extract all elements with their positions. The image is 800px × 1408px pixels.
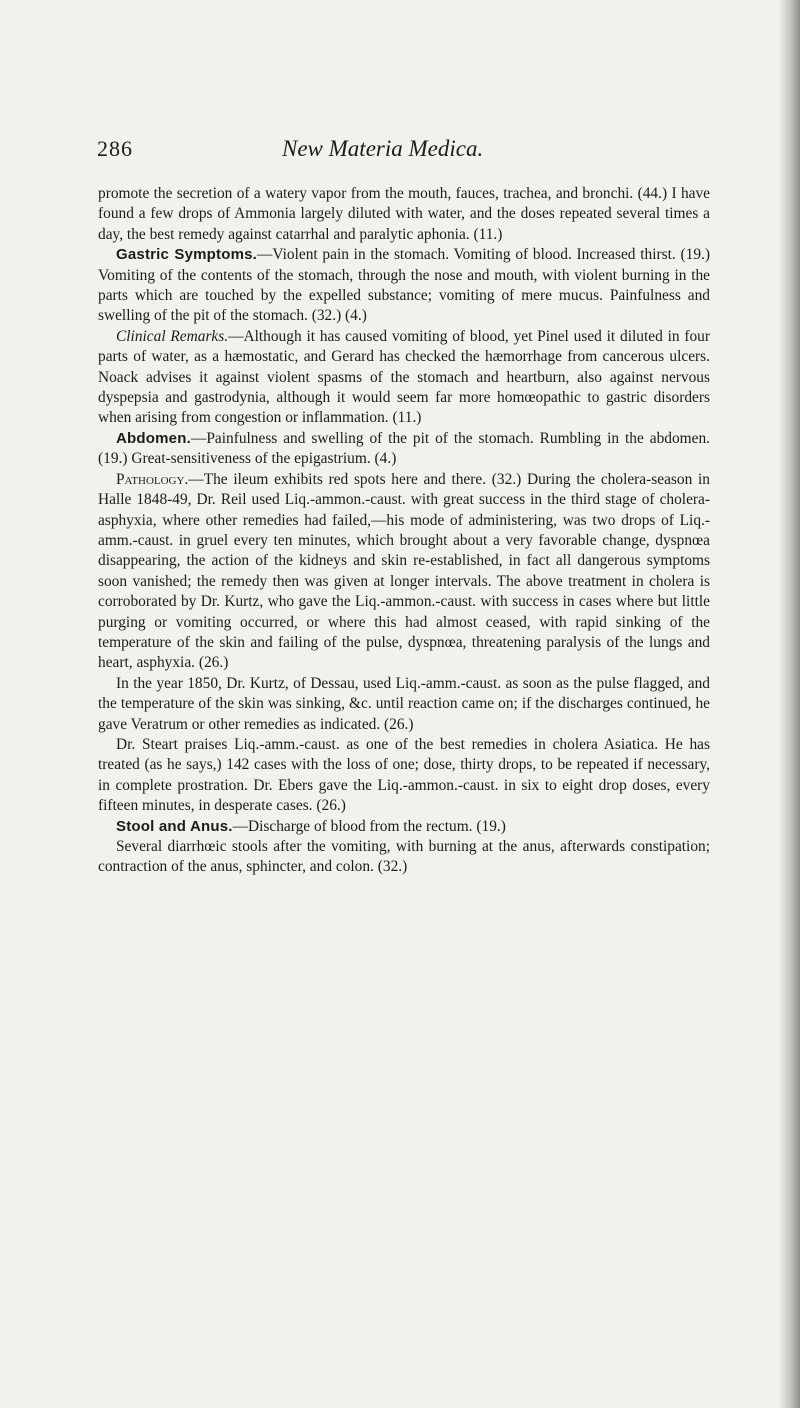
paragraph-text: In the year 1850, Dr. Kurtz, of Dessau, used Liq.-amm.-caust. as soon as the pulse flagged, and the temperature of the skin was sinking, &c. until reaction came on; if the discharges continued, he gave Veratrum or other remedies as indicated. (26.) (98, 674, 710, 733)
paragraph-pathology (98, 470, 710, 674)
paragraph-gastric-symptoms (98, 245, 710, 327)
page-edge-shadow (778, 0, 800, 1408)
section-heading-gastric-symptoms: Gastric Symptoms. (116, 246, 258, 264)
running-head (97, 136, 717, 170)
paragraph-text: —The ileum exhibits red spots here and there. (32.) During the cholera-season in Halle 1848-49, Dr. Reil used Liq.-ammon.-caust. with great success in the third stage of cholera-asphyxia, where other remedies had failed,—his mode of administering, was two drops of Liq.-amm.-caust. in gruel every ten minutes, which brought about a very favorable change, dyspnœa disappearing, the action of the kidneys and skin re-established, in fact all dangerous symptoms soon vanished; the remedy then was given at longer intervals. The above treatment in cholera is corroborated by Dr. Kurtz, who gave the Liq.-ammon.-caust. with success in cases where but little purging or vomiting occurred, or where this had almost ceased, with rapid sinking of the temperature of the skin and failing of the pulse, dyspnœa, threatening paralysis of the lungs and heart, asphyxia. (26.) (98, 470, 710, 672)
paragraph-text: —Painfulness and swelling of the pit of the stomach. Rumbling in the abdomen. (19.) Great-sensitiveness of the epigastrium. (4.) (98, 429, 710, 468)
paragraph-stool-and-anus (98, 817, 710, 837)
paragraph-abdomen (98, 429, 710, 470)
page-number: 286 (97, 136, 133, 161)
paragraph-kurtz-1850 (98, 674, 710, 735)
paragraph-text: Dr. Steart praises Liq.-amm.-caust. as one of the best remedies in cholera Asiatica. He has treated (as he says,) 142 cases with the loss of one; dose, thirty drops, to be repeated if necessary, in complete prostration. Dr. Ebers gave the Liq.-ammon.-caust. in six to eight drop doses, every fifteen minutes, in desperate cases. (26.) (98, 735, 710, 815)
paragraph-text: promote the secretion of a watery vapor from the mouth, fauces, trachea, and bronchi. (44.) I have found a few drops of Ammonia largely diluted with water, and the doses repeated several times a day, the best remedy against catarrhal and paralytic aphonia. (11.) (98, 185, 710, 243)
section-heading-abdomen: Abdomen. (116, 429, 191, 447)
section-heading-pathology: Pathology. (116, 470, 189, 488)
paragraph-diarrhoeic-stools (98, 837, 710, 878)
paragraph-steart (98, 735, 710, 817)
paragraph-text: —Discharge of blood from the rectum. (19.) (232, 817, 506, 835)
paragraph-text: Several diarrhœic stools after the vomiting, with burning at the anus, afterwards constipation; contraction of the anus, sphincter, and colon. (32.) (98, 838, 710, 876)
running-title: New Materia Medica. (282, 136, 484, 161)
paragraph-text: —Although it has caused vomiting of blood, yet Pinel used it diluted in four parts of water, as a hæmostatic, and Gerard has checked the hæmorrhage from cancerous ulcers. Noack advises it against violent spasms of the stomach and heartburn, also against nervous dyspepsia and gastrodynia, although it would seem far more homœopathic to gastric disorders when arising from congestion or inflammation. (11.) (98, 327, 710, 427)
paragraph-clinical-remarks (98, 327, 710, 429)
paragraph-text: —Violent pain in the stomach. Vomiting of blood. Increased thirst. (19.) Vomiting of the contents of the stomach, through the nose and mouth, with violent burning in the parts which are touched by the expelled substance; vomiting of mere mucus. Painfulness and swelling of the pit of the stomach. (32.) (4.) (98, 246, 710, 325)
paragraph-continuation (98, 184, 710, 245)
body-text (98, 184, 710, 878)
section-heading-stool-and-anus: Stool and Anus. (116, 817, 233, 835)
section-heading-clinical-remarks: Clinical Remarks. (116, 327, 229, 345)
